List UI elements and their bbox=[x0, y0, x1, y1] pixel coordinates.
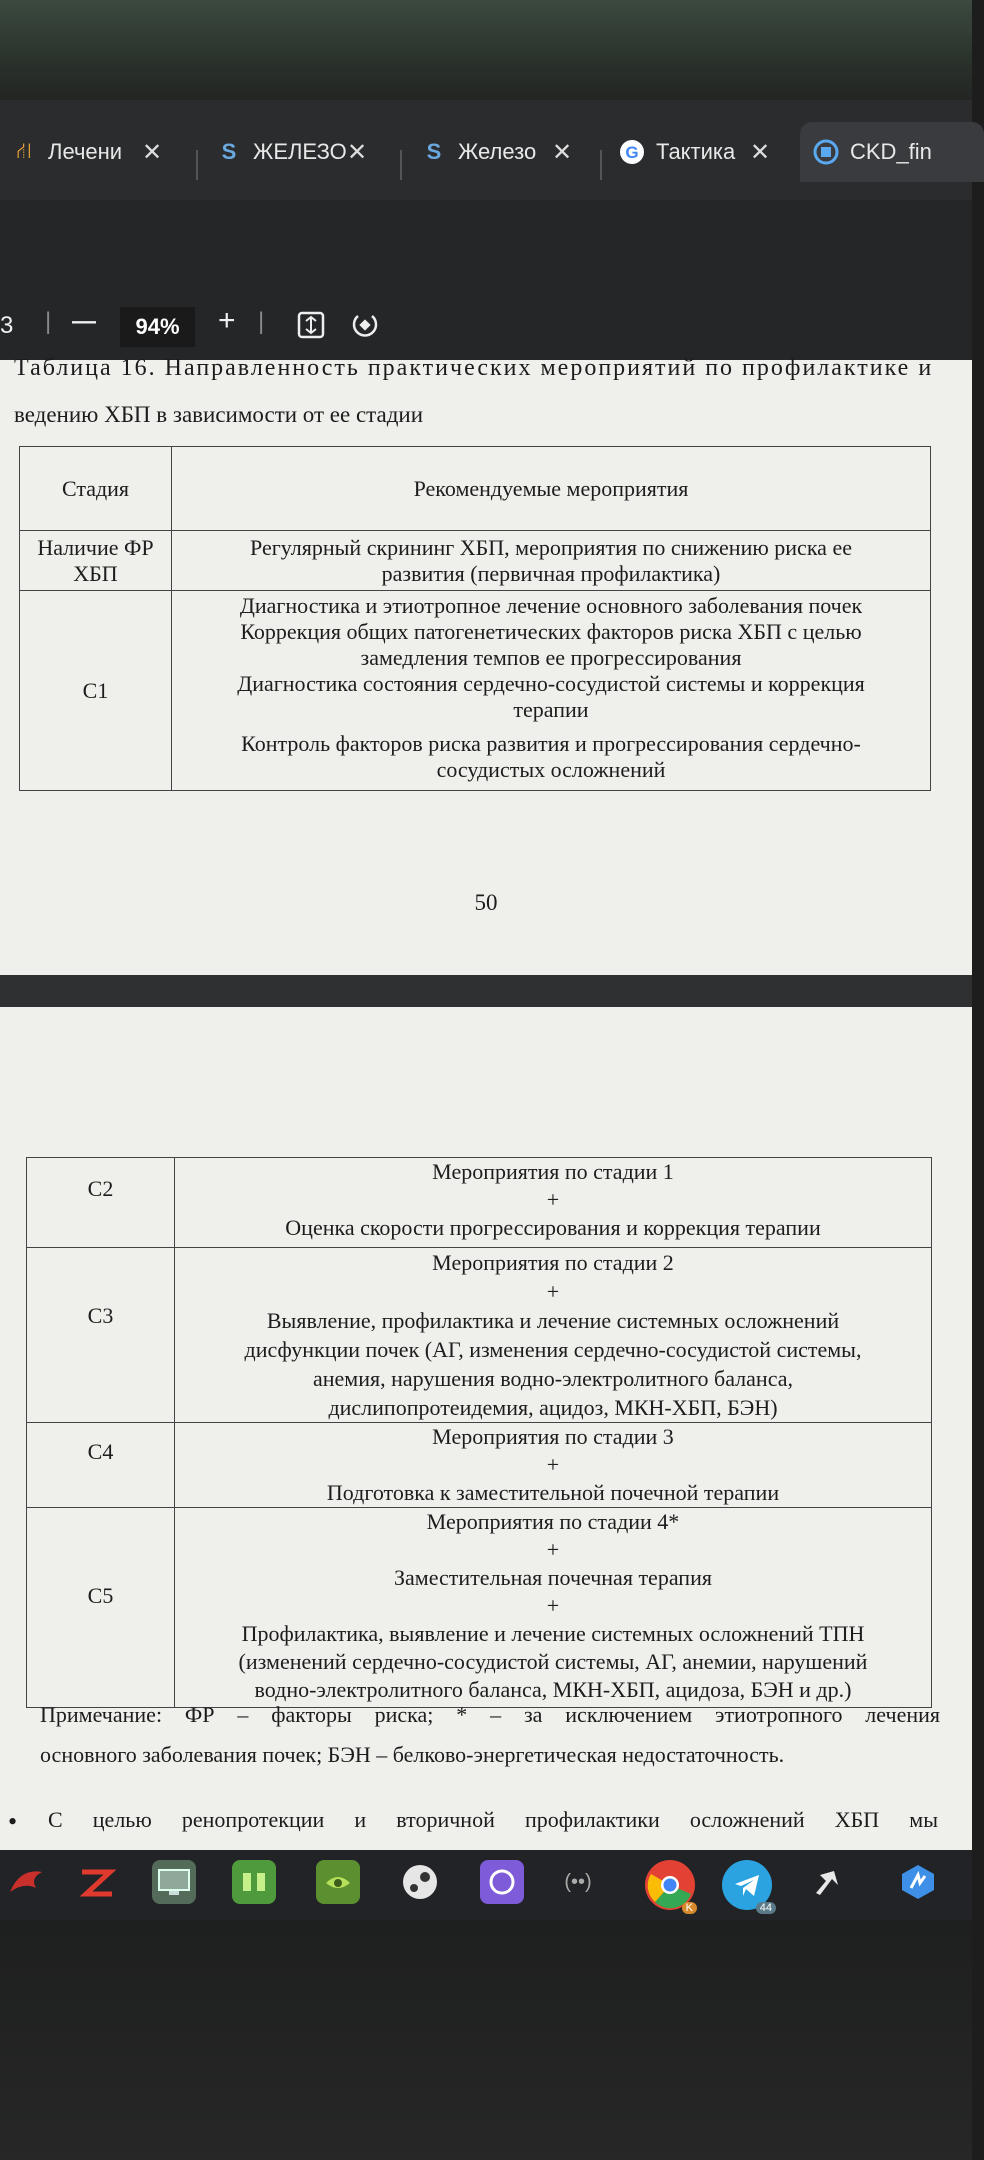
tab-separator bbox=[400, 150, 402, 180]
actions-cell: Мероприятия по стадии 2 + Выявление, профилактика и лечение системных осложнений дисфункции почек (АГ, изменения сердечно-сосудистой системы, анемия, нарушения водно-электролитного баланса, дислипопротеидемия, ацидоз, МКН-ХБП, БЭН) bbox=[175, 1248, 932, 1423]
close-icon[interactable]: ✕ bbox=[750, 138, 771, 166]
pin-icon[interactable] bbox=[805, 1860, 849, 1904]
stage-cell: С3 bbox=[27, 1248, 175, 1423]
chrome-icon[interactable] bbox=[645, 1860, 695, 1914]
fit-page-icon[interactable] bbox=[296, 310, 326, 347]
page-gap bbox=[0, 975, 972, 1007]
table-row bbox=[27, 1158, 932, 1248]
telegram-badge: 44 bbox=[756, 1902, 776, 1914]
tree-icon: ⛙ bbox=[16, 137, 32, 163]
close-icon[interactable]: ✕ bbox=[347, 138, 368, 166]
toolbar-divider: | bbox=[45, 308, 52, 335]
close-icon[interactable]: ✕ bbox=[552, 138, 573, 166]
telegram-icon[interactable] bbox=[722, 1860, 772, 1914]
actions-cell: Мероприятия по стадии 3 + Подготовка к заместительной почечной терапии bbox=[175, 1423, 932, 1508]
table-row bbox=[27, 1423, 932, 1508]
page-number: 50 bbox=[474, 890, 498, 915]
table-header-row bbox=[20, 447, 931, 531]
body-paragraph: С целью ренопротекции и вторичной профилактики осложнений ХБП мы bbox=[48, 1807, 938, 1832]
pdf-icon bbox=[812, 138, 840, 166]
network-icon[interactable]: (••) bbox=[564, 1870, 592, 1893]
tab-zhelezo-2[interactable]: S Железо ✕ bbox=[420, 122, 590, 182]
discord-icon[interactable] bbox=[480, 1860, 524, 1904]
z-app-icon[interactable] bbox=[74, 1860, 118, 1904]
s-logo-icon: S bbox=[426, 139, 442, 164]
table-caption-cut: Таблица 16. Направленность практических мероприятий по профилактике и bbox=[14, 355, 934, 381]
background-above-monitor bbox=[0, 0, 972, 100]
stage-cell: С1 bbox=[20, 591, 172, 791]
gamebar-icon[interactable] bbox=[896, 1860, 940, 1904]
header-stage: Стадия bbox=[20, 447, 172, 531]
steam-icon[interactable] bbox=[398, 1860, 442, 1904]
actions-cell: Диагностика и этиотропное лечение основного заболевания почек Коррекция общих патогенетических факторов риска ХБП с целью замедления темпов ее прогрессирования Диагностика состояния сердечно-сосудистой системы и коррекция терапии Контроль факторов риска развития и прогрессирования сердечно- сосудистых осложнений bbox=[172, 591, 931, 791]
browser-tab-bar bbox=[0, 100, 972, 200]
tab-separator bbox=[600, 150, 602, 180]
tab-separator bbox=[196, 150, 198, 180]
google-icon bbox=[618, 138, 646, 166]
table-row bbox=[20, 591, 931, 791]
tab-lechenie[interactable]: ⛙ Лечени ✕ bbox=[10, 122, 190, 182]
monitor-app-icon[interactable] bbox=[152, 1860, 196, 1904]
stage-cell: Наличие ФР ХБП bbox=[20, 531, 172, 591]
table-note-continued: основного заболевания почек; БЭН – белково-энергетическая недостаточность. bbox=[40, 1742, 785, 1767]
table-row bbox=[27, 1248, 932, 1423]
stage-cell: С2 bbox=[27, 1158, 175, 1248]
table-row bbox=[20, 531, 931, 591]
pdf-page-50 bbox=[0, 355, 972, 975]
table-row bbox=[27, 1508, 932, 1708]
toolbar-divider: | bbox=[258, 308, 265, 335]
table-note: Примечание: ФР – факторы риска; * – за исключением этиотропного лечения bbox=[40, 1702, 940, 1727]
rotate-icon[interactable] bbox=[350, 310, 380, 347]
chrome-badge: K bbox=[682, 1902, 697, 1914]
page-indicator: 3 bbox=[0, 312, 14, 339]
msi-dragon-icon[interactable] bbox=[4, 1860, 48, 1904]
svg-text:G: G bbox=[625, 143, 639, 162]
stage-cell: С4 bbox=[27, 1423, 175, 1508]
stage-cell: С5 bbox=[27, 1508, 175, 1708]
tab-zhelezo-1[interactable]: S ЖЕЛЕЗО ✕ bbox=[215, 122, 385, 182]
actions-cell: Регулярный скрининг ХБП, мероприятия по снижению риска ее развития (первичная профилактика) bbox=[172, 531, 931, 591]
zoom-in-button[interactable]: + bbox=[218, 304, 236, 337]
close-icon[interactable]: ✕ bbox=[142, 138, 163, 166]
zoom-out-button[interactable]: — bbox=[72, 308, 96, 335]
windows-taskbar bbox=[0, 1850, 972, 1920]
tab-taktika[interactable]: G Тактика ✕ bbox=[618, 122, 788, 182]
stage-measures-table bbox=[19, 446, 931, 791]
actions-cell: Мероприятия по стадии 1 + Оценка скорости прогрессирования и коррекция терапии bbox=[175, 1158, 932, 1248]
table-caption: ведению ХБП в зависимости от ее стадии bbox=[14, 402, 424, 427]
actions-cell: Мероприятия по стадии 4* + Заместительная почечная терапия + Профилактика, выявление и лечение системных осложнений ТПН (изменений сердечно-сосудистой системы, АГ, анемии, нарушений водно-электролитного баланса, МКН-ХБП, ацидоза, БЭН и др.) bbox=[175, 1508, 932, 1708]
stage-measures-table-continued bbox=[26, 1157, 932, 1708]
monitor-bezel bbox=[0, 1920, 972, 2160]
bullet-marker: • bbox=[8, 1807, 18, 1836]
zoom-level-field[interactable]: 94% bbox=[120, 307, 195, 347]
header-actions: Рекомендуемые мероприятия bbox=[172, 447, 931, 531]
pdf-page-51 bbox=[0, 1007, 972, 1850]
green-app-icon[interactable] bbox=[232, 1860, 276, 1904]
nvidia-icon[interactable] bbox=[316, 1860, 360, 1904]
tab-ckd-final[interactable]: CKD_fin bbox=[800, 122, 984, 182]
s-logo-icon: S bbox=[221, 139, 237, 164]
